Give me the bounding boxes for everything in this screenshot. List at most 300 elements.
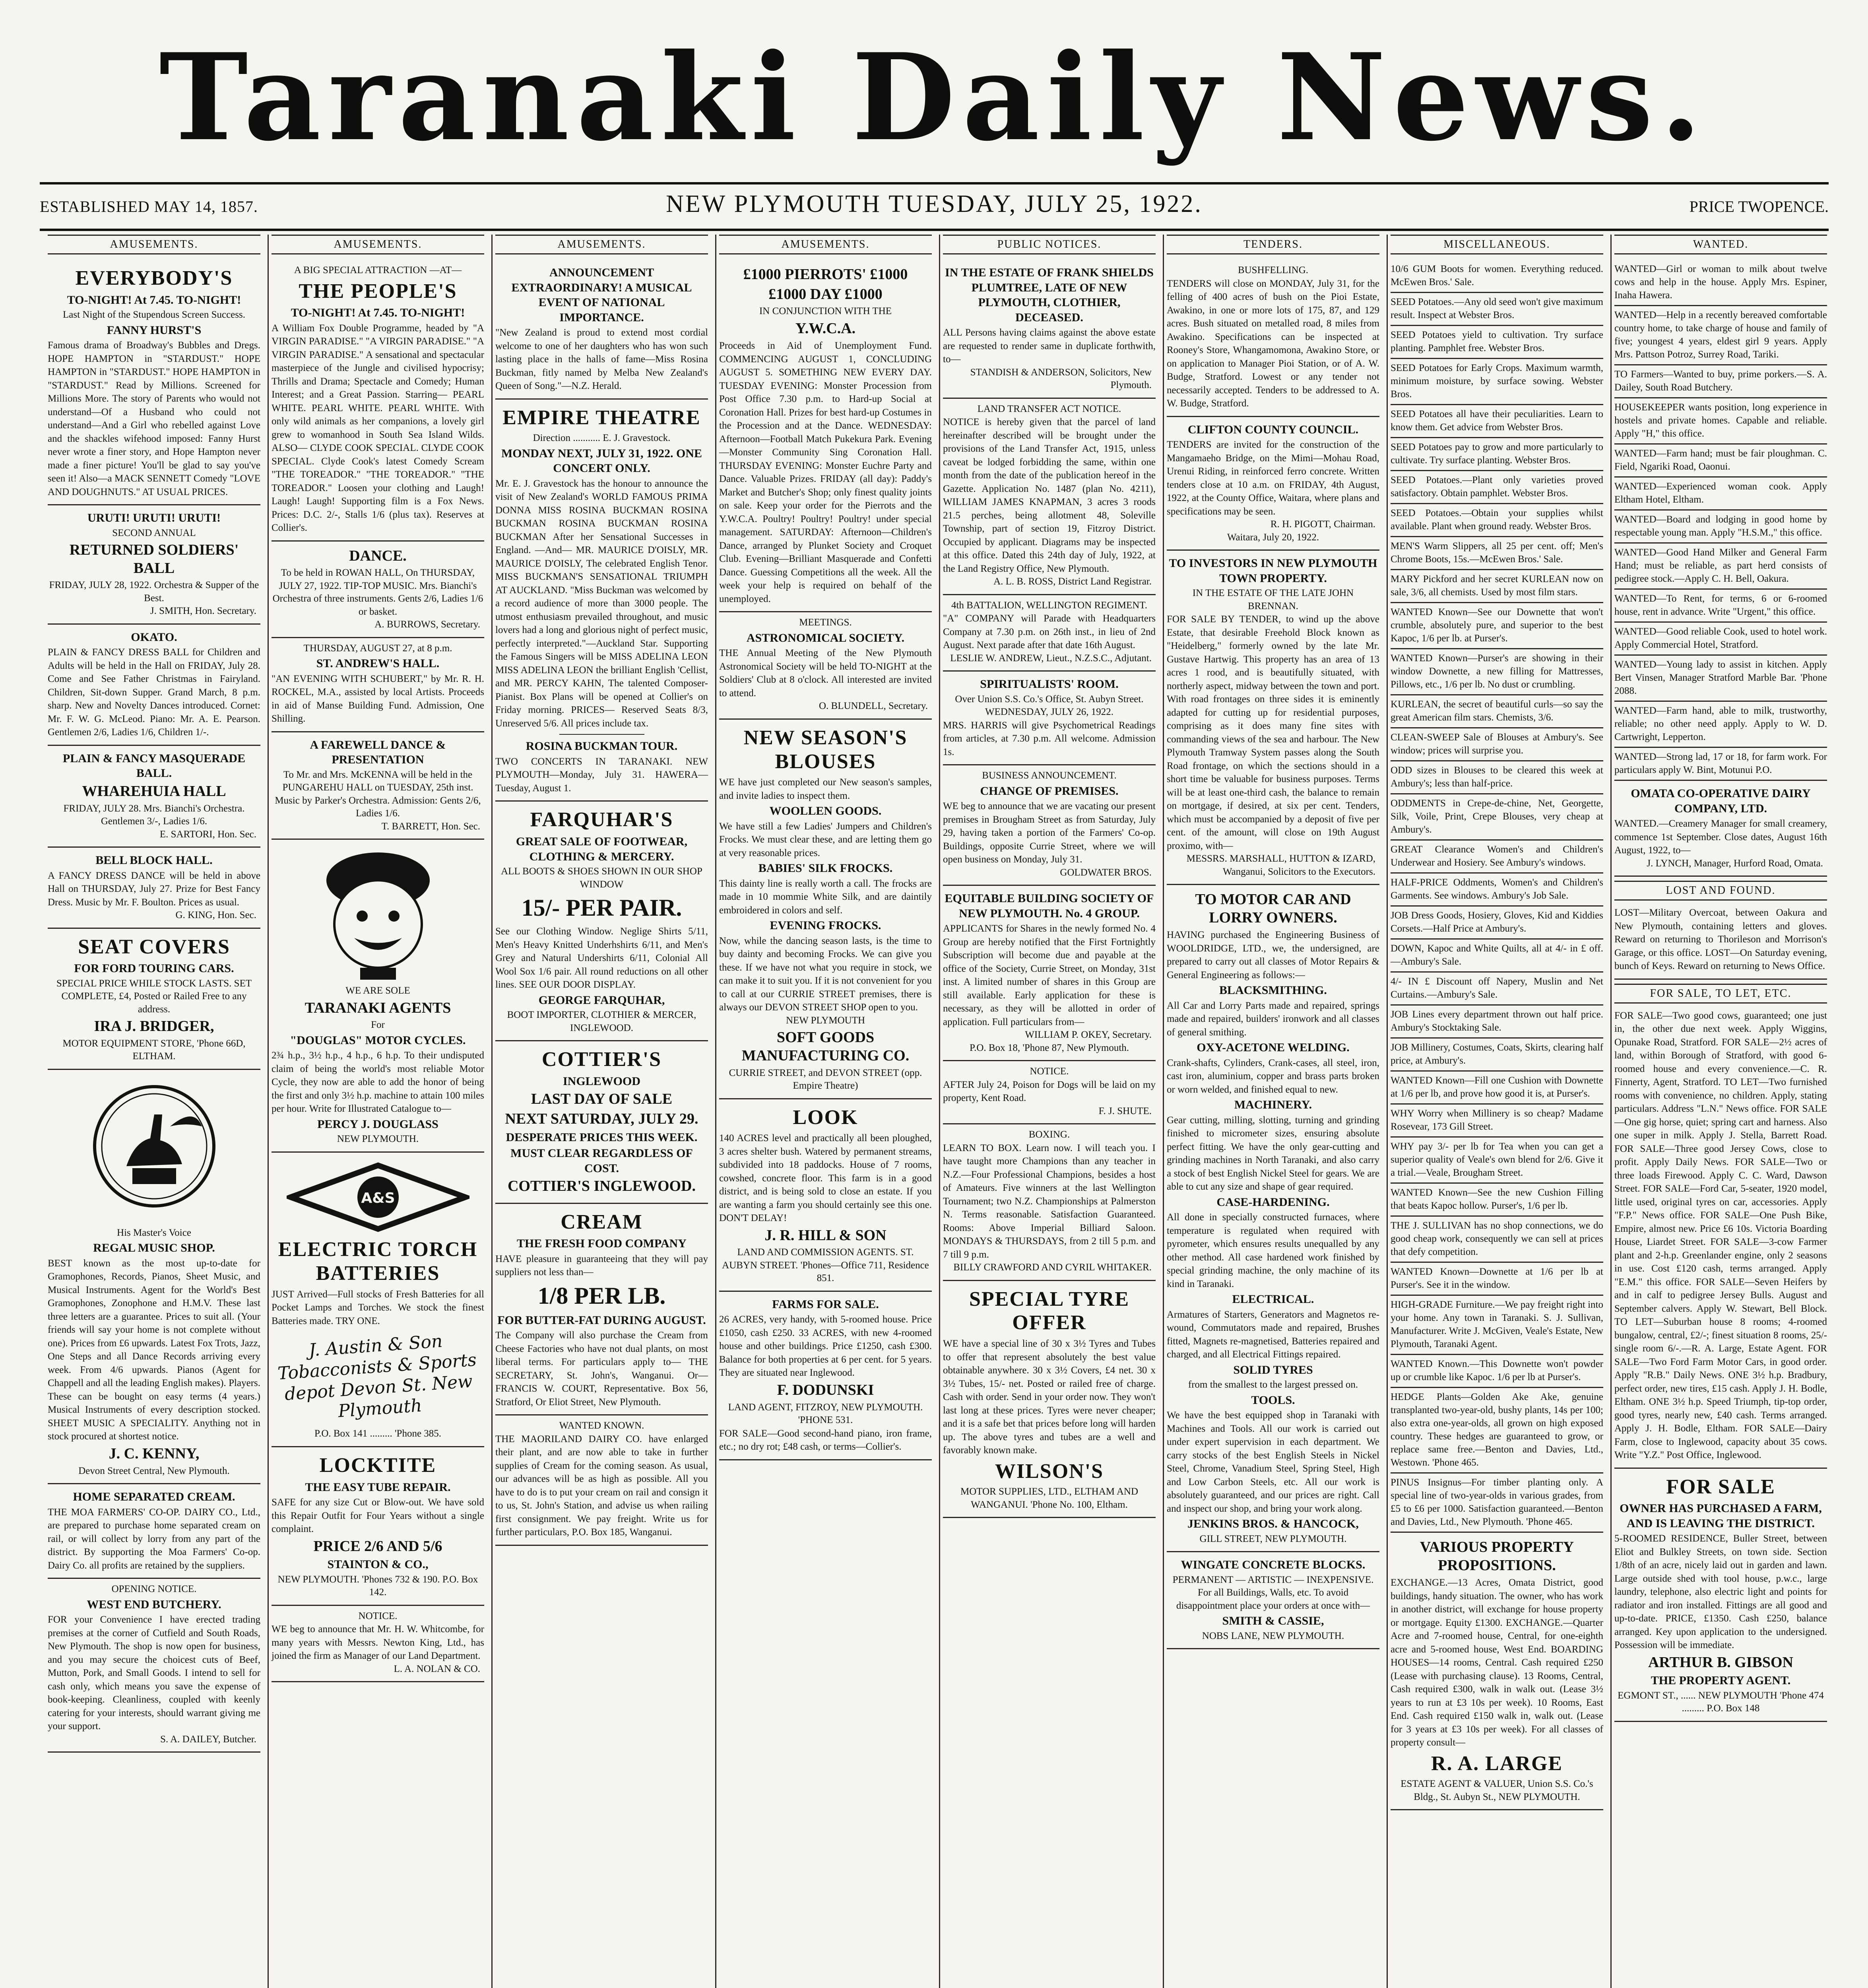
- ad-sub: OWNER HAS PURCHASED A FARM, AND IS LEAVING THE DISTRICT.: [1620, 1502, 1822, 1530]
- ad-body: Now, while the dancing season lasts, is the time to buy dainty and becoming Frocks. We can give you these. If we have not what you require in stock, we can make it to suit you. If it is not convenient for you to call at our CURRIE STREET premises, there is always our DEVON STREET SHOP open to you.: [719, 935, 932, 1013]
- ad-title: ASTRONOMICAL SOCIETY.: [746, 631, 905, 645]
- ad-line: URUTI! URUTI! URUTI!: [87, 511, 221, 525]
- austin-signature: J. Austin & Son Tobacconists & Sports depot Devon St. New Plymouth: [277, 1331, 477, 1422]
- ad-address: P.O. Box 18, 'Phone 87, New Plymouth.: [969, 1042, 1129, 1053]
- ad-body: HAVING purchased the Engineering Business of WOOLDRIDGE, LTD., we, the undersigned, are prepared to carry out all classes of Motor Repairs & General Engineering as follows:—: [1167, 930, 1379, 980]
- regal-music-ad: [48, 1070, 260, 1484]
- ad-body: THE MOA FARMERS' CO-OP. DAIRY CO., Ltd., are prepared to purchase home separated cream on rail, or will collect by lorry from any part of the district. By supporting the Moa Farmers' Co-op. Dairy Co. all profits are retained by the suppliers.: [48, 1507, 260, 1571]
- ad-line: A BIG SPECIAL ATTRACTION —AT—: [294, 265, 462, 276]
- ad-sub: MACHINERY.: [1234, 1098, 1312, 1112]
- ad-body: Mr. E. J. Gravestock has the honour to announce the visit of New Zealand's WORLD FAMOUS PRIMA DONNA MISS ROSINA BUCKMAN ROSINA BUCKMAN ROSINA BUCKMAN ROSINA BUCKMAN After her Sensational Successes in England. —And— MR. MAURICE D'OISLY, MR. MAURICE D'OISLY, The celebrated English Tenor. MISS BUCKMAN'S SENSATIONAL TRIUMPH AT AUCKLAND. "Miss Buckman was welcomed by a record audience of more than 3000 people. The utmost enthusiasm prevailed throughout, and music lovers had a long and glorious night of perfect music, perfectly interpreted."—Auckland Star. Supporting the Famous Singers will be MISS ADELINA LEON MISS ADELINA LEON the brilliant English 'Cellist, and MR. PERCY KAHN, The talented Composer-Pianist. Box Plans will be opened at Collier's on Friday morning. PRICES— Reserved Seats 8/3, Unreserved 5/6. All prices include tax.: [495, 478, 708, 729]
- ad-signature: R. H. PIGOTT, Chairman.: [1270, 519, 1375, 530]
- ad-body: All done in specially constructed furnaces, where temperature is regulated when required with pyrometer, which ensures results unequalled by any other method. All case hardened work finished by special grinding machine, the only machine of its kind in Taranaki.: [1167, 1212, 1379, 1289]
- ad-body: Proceeds in Aid of Unemployment Fund. COMMENCING AUGUST 1, CONCLUDING AUGUST 5. SOMETHING NEW EVERY DAY. TUESDAY EVENING: Monster Procession from Post Office 7.30 p.m. to Hard-up Social at Coronation Hall. Prizes for best hard-up Costumes in the Procession and at the Dance. WEDNESDAY: Afternoon—Football Match Pukekura Park. Evening—Monster Community Sing Coronation Hall. THURSDAY EVENING: Monster Euchre Party and Dance. Valuable Prizes. FRIDAY (all day): Paddy's Market and Butcher's Shop; only finest quality joints on sale. Keep your order for the Pierrots and the Y.W.C.A. Poultry! Poultry! Poultry! under special management. SATURDAY: Afternoon—Children's Dance, arranged by Plunket Society and Croquet Club. Evening—Brilliant Masquerade and Confetti Dance. Guessing Competitions all the week. All the week your help is required on behalf of the unemployed.: [719, 340, 932, 604]
- ad-address: P.O. Box 141 ......... 'Phone 385.: [314, 1428, 442, 1439]
- ad-sub: THE EASY TUBE REPAIR.: [305, 1480, 451, 1494]
- ad-heading: NOTICE.: [358, 1610, 398, 1621]
- hmv-label: His Master's Voice: [117, 1227, 191, 1238]
- ad-signature: WILLIAM P. OKEY, Secretary.: [1025, 1029, 1152, 1040]
- ad-body: SAFE for any size Cut or Blow-out. We have sold this Repair Outfit for Four Years without a single complaint.: [272, 1497, 484, 1535]
- ad-price: PRICE 2/6 AND 5/6: [313, 1538, 442, 1555]
- ad-address: MOTOR EQUIPMENT STORE, 'Phone 66D, ELTHAM.: [62, 1038, 246, 1062]
- announcement-ad: [495, 260, 708, 400]
- ad-line: THURSDAY, AUGUST 27, at 8 p.m.: [303, 643, 452, 654]
- ad-price: 15/- PER PAIR.: [521, 895, 682, 921]
- land-transfer-notice: [943, 399, 1156, 595]
- ad-body: NOTICE is hereby given that the parcel of land hereinafter described will be brought under the provisions of the Land Transfer Act, 1915, unless caveat be lodged forbidding the same, within one month from the date of the publication hereof in the Gazette. Application No. 1487 (plan No. 4211), WILLIAM JAMES KNAPMAN, 3 acres 3 roods 21.5 perches, being allotment 48, Soleville Township, part of section 19, Fitzroy District. Occupied by applicant. Diagrams may be inspected at this office. Dated this 24th day of July, 1922, at the Land Registry Office, New Plymouth.: [943, 417, 1156, 574]
- classified-item: CLEAN-SWEEP Sale of Blouses at Ambury's. See window; prices will surprise you.: [1391, 728, 1603, 761]
- ad-heading: CLIFTON COUNTY COUNCIL.: [1187, 423, 1359, 436]
- ad-title: TARANAKI AGENTS: [305, 999, 451, 1016]
- ad-line: IN CONJUNCTION WITH THE: [759, 306, 892, 317]
- ad-address: GILL STREET, NEW PLYMOUTH.: [1199, 1533, 1347, 1544]
- ad-body: For all Buildings, Walls, etc. To avoid disappointment place your orders at once with—: [1176, 1587, 1370, 1611]
- ad-signature: F. J. SHUTE.: [1098, 1105, 1152, 1116]
- ad-body: FRIDAY, JULY 28. Mrs. Bianchi's Orchestra. Gentlemen 3/-, Ladies 1/6.: [63, 803, 245, 827]
- classified-item: SEED Potatoes for Early Crops. Maximum warmth, minimum moisture, by surface sowing. Webster Bros.: [1391, 359, 1603, 405]
- cottiers-ad: [495, 1041, 708, 1204]
- ad-heading: BUSHFELLING.: [1238, 265, 1309, 276]
- jenkins-engineering-ad: [1167, 885, 1379, 1552]
- masthead: [40, 14, 1828, 181]
- ad-signature: J. SMITH, Hon. Secretary.: [150, 606, 256, 617]
- lost-found-section: [1614, 877, 1827, 980]
- ad-body: WE have a special line of 30 x 3½ Tyres and Tubes to offer that represent absolutely the best value obtainable anywhere. 30 x 3½ Covers, £4 net. 30 x 3½ Tubes, 15/- net. Posted or railed free of charge. Cash with order. Send in your order now. They won't last long at these prices. Tyres were never cheaper; and it is a safe bet that prices before long will harden up. The above tyres and tubes are a well and favorably known make.: [943, 1338, 1156, 1456]
- ad-address: NEW PLYMOUTH. 'Phones 732 & 190. P.O. Box 142.: [277, 1574, 478, 1598]
- ad-org: Y.W.C.A.: [795, 320, 856, 337]
- column-heading: AMUSEMENTS.: [48, 235, 260, 254]
- ad-address: NEW PLYMOUTH.: [337, 1134, 419, 1145]
- locktite-ad: [272, 1447, 484, 1606]
- column-5: [939, 235, 1160, 1988]
- classified-item: WANTED—Farm hand; must be fair ploughman. C. Field, Ngariki Road, Oaonui.: [1614, 445, 1827, 478]
- ad-body: Armatures of Starters, Generators and Magnetos re-wound, Commutators made and repaired, Brushes fitted, Magnets re-magnetised, Batteries repaired and charged, and all Electrical Fittings repaired.: [1167, 1309, 1379, 1360]
- column-6: [1163, 235, 1383, 1988]
- ad-signature: L. A. NOLAN & CO.: [394, 1663, 480, 1674]
- column-2: [268, 235, 488, 1988]
- column-heading: PUBLIC NOTICES.: [943, 235, 1156, 254]
- masthead-rule-top: [40, 182, 1829, 184]
- ad-body: THE Annual Meeting of the New Plymouth Astronomical Society will be held TO-NIGHT at the Soldiers' Club at 8 o'clock. All interested are invited to attend.: [719, 648, 932, 699]
- tyre-offer-ad: [943, 1281, 1156, 1518]
- ad-title: ST. ANDREW'S HALL.: [316, 657, 440, 670]
- classified-item: ODD sizes in Blouses to be cleared this week at Ambury's; less than half-price.: [1391, 761, 1603, 794]
- ad-body: MRS. HARRIS will give Psychometrical Readings from articles, at 7.30 p.m. All welcome. Admission 1s.: [943, 720, 1156, 757]
- ad-body: LOST—Military Overcoat, between Oakura and New Plymouth, containing letters and gloves. Reward on returning to Thorileson and Morrison's Garage, or this office. LOST—On Saturday evening, bunch of Keys. Reward on returning to News Office.: [1614, 907, 1827, 971]
- ad-signature: E. SARTORI, Hon. Sec.: [159, 829, 256, 840]
- divider: [559, 734, 644, 735]
- ad-heading: REGAL MUSIC SHOP.: [93, 1241, 215, 1255]
- ad-signature: G. KING, Hon. Sec.: [175, 910, 256, 921]
- ad-signature: A. L. B. ROSS, District Land Registrar.: [993, 576, 1152, 587]
- ad-signature: O. BLUNDELL, Secretary.: [819, 701, 928, 712]
- rowan-hall-dance-ad: [272, 542, 484, 638]
- ad-signature: J. LYNCH, Manager, Hurford Road, Omata.: [1647, 858, 1823, 869]
- ad-name: JENKINS BROS. & HANCOCK,: [1187, 1517, 1359, 1531]
- ad-body: This dainty line is really worth a call. The frocks are made in 10 mommie White Silk, and are daintily embroidered in colors and self.: [719, 878, 932, 916]
- column-heading: AMUSEMENTS.: [719, 235, 932, 254]
- issue-price: PRICE TWOPENCE.: [1689, 198, 1829, 215]
- ad-body: WE beg to announce that Mr. H. W. Whitcombe, for many years with Messrs. Newton King, Ltd., has joined the firm as Manager of our Land Department.: [272, 1624, 484, 1662]
- section-heading: FOR SALE, TO LET, ETC.: [1614, 984, 1827, 1004]
- classified-item: WHY Worry when Millinery is so cheap? Madame Rosevear, 173 Gill Street.: [1391, 1105, 1603, 1138]
- ad-heading: WINGATE CONCRETE BLOCKS.: [1181, 1558, 1366, 1572]
- ad-address: LAND AGENT, FITZROY, NEW PLYMOUTH. 'PHONE 531.: [728, 1402, 923, 1426]
- ad-body: APPLICANTS for Shares in the newly formed No. 4 Group are hereby notified that the First Fortnightly Subscription will become due and payable at the office of the Society, Currie Street, on Monday, 31st inst. A limited number of shares in this Group are still available. Early application for these is necessary, as they will be allotted in order of application. Full particulars from—: [943, 923, 1156, 1027]
- classified-item: WANTED—Farm hand, able to milk, trustworthy, reliable; no other need apply. Apply to W. D. Cartwright, Lepperton.: [1614, 702, 1827, 748]
- ad-signature: A. BURROWS, Secretary.: [374, 619, 480, 630]
- ad-address: LAND AND COMMISSION AGENTS. ST. AUBYN STREET. 'Phones—Office 711, Residence 851.: [722, 1247, 929, 1284]
- ad-body: 140 ACRES level and practically all been ploughed, 3 acres shelter bush. Watered by permanent streams, subdivided into 18 paddocks. House of 7 rooms, cowshed, concrete floor. This farm is in a good district, and is being sold to close an estate. If you are wanting a farm you should certainly see this one. DON'T DELAY!: [719, 1133, 932, 1224]
- ad-title: OMATA CO-OPERATIVE DAIRY COMPANY, LTD.: [1631, 787, 1811, 815]
- ad-name: WILSON'S: [995, 1460, 1104, 1483]
- classified-item: SEED Potatoes.—Any old seed won't give maximum result. Inspect at Webster Bros.: [1391, 293, 1603, 326]
- ad-body: SPECIAL PRICE WHILE STOCK LASTS. SET COMPLETE, £4, Posted or Railed Free to any address.: [56, 978, 252, 1015]
- ad-sub: SOLID TYRES: [1233, 1363, 1313, 1376]
- schubert-evening-ad: [272, 638, 484, 732]
- ad-body: 26 ACRES, very handy, with 5-roomed house. Price £1050, cash £250. 33 ACRES, with new 4-roomed house and other buildings. Price £1250, cash £300. Balance for both properties at 6 per cent. for 5 years. They are situated near Inglewood.: [719, 1314, 932, 1378]
- ad-signature: BILLY CRAWFORD AND CYRIL WHITAKER.: [953, 1262, 1152, 1273]
- ad-title: COTTIER'S: [541, 1048, 662, 1071]
- ad-line: WEDNESDAY, JULY 26, 1922.: [985, 707, 1113, 717]
- ad-sub: OXY-ACETONE WELDING.: [1197, 1041, 1350, 1054]
- ad-sub: EVENING FROCKS.: [770, 919, 881, 932]
- seat-covers-ad: [48, 929, 260, 1070]
- classified-item: GREAT Clearance Women's and Children's Underwear and Hosiery. See Ambury's windows.: [1391, 841, 1603, 874]
- column-heading: AMUSEMENTS.: [495, 235, 708, 254]
- miscellaneous-list: [1391, 260, 1603, 1533]
- douglas-motorcycles-ad: [272, 840, 484, 1153]
- classified-item: HEDGE Plants—Golden Ake Ake, genuine transplanted two-year-old, bushy plants, 14s per 100; also extra one-year-olds, all grown on high exposed country. These hedges are guaranteed to grow, or replace same free.—Benton and Davies, Ltd., Westown. 'Phone 465.: [1391, 1388, 1603, 1474]
- ad-title: THE PEOPLE'S: [299, 280, 457, 303]
- boxing-notice: [943, 1124, 1156, 1281]
- column-heading: TENDERS.: [1167, 235, 1379, 254]
- classified-item: JOB Millinery, Costumes, Coats, Skirts, clearing half price, at Ambury's.: [1391, 1039, 1603, 1072]
- ad-line: For: [371, 1019, 385, 1031]
- ad-address: BOOT IMPORTER, CLOTHIER & MERCER, INGLEWOOD.: [507, 1010, 696, 1033]
- ad-sub: FOR FORD TOURING CARS.: [74, 962, 234, 975]
- column-7: [1387, 235, 1607, 1988]
- ad-address: EGMONT ST., ...... NEW PLYMOUTH 'Phone 474 ......... P.O. Box 148: [1618, 1690, 1824, 1714]
- ad-line: TO-NIGHT! At 7.45. TO-NIGHT!: [67, 293, 241, 307]
- ad-line: FANNY HURST'S: [107, 323, 202, 337]
- classified-item: WANTED—Strong lad, 17 or 18, for farm work. For particulars apply W. Bint, Motunui P.O.: [1614, 748, 1827, 781]
- ad-body: FOR your Convenience I have erected trading premises at the corner of Cutfield and South Roads, New Plymouth. The shop is now open for business, and you may secure the choicest cuts of Beef, Mutton, Pork, and Small Goods. I intend to sell for cash only, which means you save the expense of book-keeping. Cleanliness, coupled with keenly catering for your interests, should warrant giving me your support.: [48, 1614, 260, 1732]
- ad-heading: LAND TRANSFER ACT NOTICE.: [977, 403, 1121, 414]
- pierrots-day-ad: [719, 260, 932, 612]
- ad-title: DANCE.: [349, 547, 407, 564]
- column-heading: AMUSEMENTS.: [272, 235, 484, 254]
- as-diamond-logo: [272, 1161, 484, 1233]
- ad-name: R. A. LARGE: [1431, 1752, 1563, 1775]
- ad-title: NEW SEASON'S BLOUSES: [743, 726, 908, 773]
- fresh-food-cream-ad: [495, 1204, 708, 1416]
- classified-item: PINUS Insignus—For timber planting only. A special line of two-year-olds in various grades, from £5 to £6 per 1000. Satisfaction guaranteed.—Benton and Davies, Ltd., New Plymouth. 'Phone 465.: [1391, 1474, 1603, 1533]
- ad-body: A FANCY DRESS DANCE will be held in above Hall on THURSDAY, July 27. Prize for Best Fancy Dress. Music by Mr. F. Boulton. Prices as usual.: [48, 870, 260, 908]
- ad-body: PLAIN & FANCY DRESS BALL for Children and Adults will be held in the Hall on FRIDAY, July 28. Come and See Father Christmas in Fairyland. Children, Sit-down Supper. Grand March, 8 p.m. sharp. New and Novelty Dances introduced. Cornet: Mr. F. W. G. McLeod. Piano: Mr. A. E. Pearson. Gentlemen 2/6, Ladies 1/6, Children 1/-.: [48, 647, 260, 738]
- classified-item: TO Farmers—Wanted to buy, prime porkers.—S. A. Dailey, South Road Butchery.: [1614, 365, 1827, 398]
- dog-poison-notice: [943, 1061, 1156, 1124]
- bushfelling-tender: [1167, 260, 1379, 417]
- ad-heading: OPENING NOTICE.: [111, 1584, 197, 1595]
- ad-body: ALL Persons having claims against the above estate are requested to render same in duplicate forthwith, to—: [943, 327, 1156, 365]
- various-property-ad: [1391, 1533, 1603, 1810]
- ad-title: £1000 PIERROTS' £1000: [743, 266, 908, 283]
- ad-body: AFTER July 24, Poison for Dogs will be laid on my property, Kent Road.: [943, 1079, 1156, 1103]
- ad-sub: INGLEWOOD: [563, 1074, 641, 1088]
- ad-title: WEST END BUTCHERY.: [87, 1598, 221, 1611]
- ad-body: To Mr. and Mrs. McKENNA will be held in the PUNGAREHU HALL on TUESDAY, 25th inst. Music by Parker's Orchestra. Admission: Gents 2/6, Ladies 1/6.: [275, 769, 481, 819]
- ad-sub: CHANGE OF PREMISES.: [980, 784, 1119, 798]
- classified-item: HIGH-GRADE Furniture.—We pay freight right into your home. Any town in Taranaki. S. J. Sullivan, Manufacturer. Write J. McGiven, Veale's Estate, New Plymouth, Taranaki Agent.: [1391, 1296, 1603, 1355]
- classified-item: THE J. SULLIVAN has no shop connections, we do good cheap work, consequently we can sell at prices that defy competition.: [1391, 1217, 1603, 1263]
- ad-title: RETURNED SOLDIERS' BALL: [69, 542, 239, 577]
- classified-item: SEED Potatoes pay to grow and more particularly to cultivate. Try surface planting. Webster Bros.: [1391, 438, 1603, 471]
- classified-item: SEED Potatoes all have their peculiarities. Learn to know them. Get advice from Webster Bros.: [1391, 405, 1603, 438]
- nolan-notice-ad: [272, 1606, 484, 1683]
- masthead-rule-bottom: [40, 229, 1829, 231]
- issue-date: NEW PLYMOUTH TUESDAY, JULY 25, 1922.: [666, 190, 1203, 217]
- classified-item: SEED Potatoes.—Obtain your supplies whilst available. Plant when ground ready. Webster Bros.: [1391, 504, 1603, 537]
- classified-item: MEN'S Warm Slippers, all 25 per cent. off; Men's Chrome Boots, 15s.—McEwen Bros.' Sale.: [1391, 537, 1603, 570]
- ad-name: J. C. KENNY,: [109, 1445, 200, 1462]
- classified-item: HOUSEKEEPER wants position, long experience in hostels and private homes. Capable and reliable. Apply "H," this office.: [1614, 398, 1827, 445]
- classified-item: ODDMENTS in Crepe-de-chine, Net, Georgette, Silk, Voile, Print, Crepe Blouses, very cheap at Ambury's.: [1391, 794, 1603, 841]
- column-3: [491, 235, 712, 1988]
- classified-item: WHY pay 3/- per lb for Tea when you can get a superior quality of Veale's own blend for 2/6. Give it a trial.—Veale, Brougham Street.: [1391, 1138, 1603, 1184]
- classified-item: WANTED—Young lady to assist in kitchen. Apply Bert Vinsen, Manager Stratford Marble Bar. 'Phone 2088.: [1614, 656, 1827, 702]
- electric-torch-ad: [272, 1153, 484, 1447]
- ad-signature: GOLDWATER BROS.: [1060, 867, 1152, 878]
- clifton-council-tender: [1167, 417, 1379, 551]
- for-sale-section: [1614, 980, 1827, 1469]
- ad-address: Waitara, July 20, 1922.: [1227, 532, 1319, 543]
- ad-title: SEAT COVERS: [78, 935, 230, 958]
- classified-item: WANTED—Good reliable Cook, used to hotel work. Apply Commercial Hotel, Stratford.: [1614, 623, 1827, 656]
- ad-title: CREAM: [561, 1210, 643, 1233]
- everybodys-ad: [48, 260, 260, 505]
- peoples-theatre-ad: [272, 260, 484, 542]
- moa-dairy-ad: [48, 1484, 260, 1579]
- dateline: [40, 190, 1829, 226]
- classified-item: SEED Potatoes.—Plant only varieties proved satisfactory. Obtain pamphlet. Webster Bros.: [1391, 471, 1603, 504]
- ad-body: LEARN TO BOX. Learn now. I will teach you. I have taught more Champions than any teacher in N.Z.—Four Professional Champions, besides a host of Amateurs. Five winners at the last Wellington Tournament; two N.Z. Championships at Palmerston N. Terms reasonable. Satisfaction Guaranteed. Rooms: Above Imperial Billiard Saloon. MONDAYS & THURSDAYS, from 2 till 5 p.m. and 7 till 9 p.m.: [943, 1142, 1156, 1260]
- ad-signature: LESLIE W. ANDREW, Lieut., N.Z.S.C., Adjutant.: [950, 652, 1152, 664]
- ad-address: Devon Street Central, New Plymouth.: [78, 1465, 230, 1476]
- ad-line: WE ARE SOLE: [345, 985, 410, 996]
- ad-title: ELECTRIC TORCH BATTERIES: [278, 1238, 478, 1285]
- classified-item: WANTED Known.—This Downette won't powder up or crumble like Kapoc. 1/6 per lb at Purser's.: [1391, 1355, 1603, 1388]
- ad-title: SPECIAL TYRE OFFER: [969, 1287, 1130, 1334]
- classified-item: 4/- IN £ Discount off Napery, Muslin and Net Curtains.—Ambury's Sale.: [1391, 973, 1603, 1006]
- ad-body: HAVE pleasure in guaranteeing that they will pay suppliers not less than—: [495, 1253, 708, 1278]
- farms-for-sale-ad: [719, 1292, 932, 1460]
- ad-sub: BABIES' SILK FROCKS.: [758, 862, 893, 875]
- ad-name: SMITH & CASSIE,: [1222, 1614, 1324, 1628]
- ad-body: We have the best equipped shop in Taranaki with Machines and Tools. All our work is carried out under expert supervision in each department. We carry stocks of the best English Steels in Nickel Steel, Chrome, Vanadium Steel, Spring Steel, High and Low Carbon Steels, etc. All our work is absolutely guaranteed, and our prices are right. Call and inspect our shop, and bring your work along.: [1167, 1410, 1379, 1514]
- equitable-society-notice: [943, 886, 1156, 1061]
- ad-title: FARQUHAR'S: [530, 808, 673, 831]
- ad-heading: ROSINA BUCKMAN TOUR.: [526, 740, 678, 753]
- ad-sub: IN THE ESTATE OF THE LATE JOHN BRENNAN.: [1192, 588, 1354, 612]
- ad-name: J. R. HILL & SON: [764, 1227, 886, 1244]
- wharehuia-ad: [48, 746, 260, 848]
- ad-heading: FARMS FOR SALE.: [772, 1297, 879, 1311]
- ad-heading: TO INVESTORS IN NEW PLYMOUTH TOWN PROPERTY.: [1169, 557, 1377, 585]
- ad-name: IRA J. BRIDGER,: [94, 1018, 214, 1035]
- ad-body: FOR SALE—Two good cows, guaranteed; one just in, the other due next week. Apply Wiggins, Opunake Road, Stratford. FOR SALE—2½ acres of land, within Borough of Stratford, with good 6-roomed house and every convenience.—C. R. Finnerty, Agent, Stratford. TO LET—Two furnished rooms with convenience, no children. Apply, stating particulars. Address "L.N." News office. FOR SALE—One gig horse, quiet; spring cart and harness. Also one super in milk. Apply J. Stella, Barrett Road. FOR SALE—Three good Jersey Cows, close to profit. Apply Daily News. FOR SALE—Two or three loads Firewood. Apply C. C. Ward, Dawson Street. FOR SALE—Ford Car, 5-seater, 1920 model, little used, original tyres on car, accessories. Apply "F.P." News office. FOR SALE—One Push Bike, Empire, almost new. Price £6 10s. Victoria Boarding House, Liardet Street. FOR SALE—3-cow Farmer plant and 2-h.p. Greenlander engine, only 2 seasons in use. Cost £120 cash, terms arranged. Apply "E.M." this office. FOR SALE—Seven Heifers by and in calf to pedigree Jersey Bulls. August and September calvers. Apply W. Stewart, Bell Block. TO LET—Suburban house 8 rooms; 4-roomed bungalow, central, £2/-; finest situation 8 rooms, 25/- single room 6/-.—R. A. Large, Estate Agent. FOR SALE—Two Ford Farm Motor Cars, in good order. Apply "R.B." Daily News. ONE 3½ h.p. Bradbury, perfect order, new tires, £15 cash. Apply J. H. Bodle, Eltham. ONE 3½ h.p. Speed Triumph, tip-top order, good tyres, nearly new, £40 cash. Terms arranged. Apply J. H. Bodle, Eltham. FOR SALE—Dairy Farm, close to Inglewood, capacity about 35 cows. Write "Y.Z." Post Office, Inglewood.: [1614, 1010, 1827, 1460]
- wingate-blocks-ad: [1167, 1552, 1379, 1649]
- ad-signature: S. A. DAILEY, Butcher.: [160, 1734, 256, 1745]
- ad-heading: EQUITABLE BUILDING SOCIETY OF NEW PLYMOUTH. No. 4 GROUP.: [945, 892, 1154, 920]
- ad-address: MOTOR SUPPLIES, LTD., ELTHAM AND WANGANUI. 'Phone No. 100, Eltham.: [960, 1486, 1139, 1510]
- ad-name: SOFT GOODS MANUFACTURING CO.: [741, 1029, 910, 1064]
- ad-sub: GREAT SALE OF FOOTWEAR, CLOTHING & MERCERY.: [516, 835, 688, 863]
- ad-body: BEST known as the most up-to-date for Gramophones, Records, Pianos, Sheet Music, and Musical Instruments. Agent for the World's Best Gramophones, Zonophone and H.M.V. These last three letters are a guarantee. Prices to suit all. (Your friends will say your home is not complete without one). Prices from £6 upwards. Latest Fox Trots, Jazz, One Steps and all Dance Records arriving every week. From 4/6 upwards. Pianos (Agent for Chappell and all the leading English makes). Players. These can be bought on easy terms (4 years.) Musical Instruments of every description stocked. SHEET MUSIC A SPECIALITY. Anything not in stock procured at shortest notice.: [48, 1258, 260, 1442]
- ad-title: LOCKTITE: [319, 1454, 436, 1477]
- ad-title: EMPIRE THEATRE: [502, 406, 701, 429]
- classified-item: WANTED Known—Fill one Cushion with Downette at 1/6 per lb, and prove how good it is, at Purser's.: [1391, 1072, 1603, 1105]
- ad-signature: T. BARRETT, Hon. Sec.: [381, 821, 480, 832]
- ad-body: We have still a few Ladies' Jumpers and Children's Frocks. We must clear these, and are letting them go at very reasonable prices.: [719, 821, 932, 858]
- smiling-boy-illustration: [272, 848, 484, 980]
- omata-dairy-ad: [1614, 781, 1827, 877]
- ad-sub: THE FRESH FOOD COMPANY: [517, 1237, 687, 1250]
- classified-item: WANTED Known—See our Downette that won't crumble, absolutely pure, and superior to the best Kapoc, 1/6 per lb. at Purser's.: [1391, 603, 1603, 649]
- ad-heading: NOTICE.: [1030, 1066, 1069, 1077]
- farquhars-ad: [495, 802, 708, 1041]
- classified-item: WANTED Known—See the new Cushion Filling that beats Kapoc hollow. Purser's, 1/6 per lb.: [1391, 1184, 1603, 1217]
- ad-body: WANTED.—Creamery Manager for small creamery, commence 1st September. Close dates, August 16th August, 1922, to—: [1614, 818, 1827, 856]
- ad-title: A FAREWELL DANCE & PRESENTATION: [310, 738, 446, 767]
- ad-body: JUST Arrived—Full stocks of Fresh Batteries for all Pocket Lamps and Torches. We stock the finest Batteries made. TRY ONE.: [272, 1289, 484, 1326]
- ad-title: TO MOTOR CAR AND LORRY OWNERS.: [1195, 891, 1351, 926]
- ad-line: ALL BOOTS & SHOES SHOWN IN OUR SHOP WINDOW: [501, 866, 702, 890]
- ad-line: MUST CLEAR REGARDLESS OF COST.: [510, 1147, 693, 1175]
- wanted-list: [1614, 260, 1827, 781]
- ad-body: Gear cutting, milling, slotting, turning and grinding finished to micrometer sizes, ensuring absolute perfect fitting. We have the only gear-cutting and grinding machines in North Taranaki, and also carry a stock of best English Nickel Steel for gears. We are able to cut any size and shape of gear required.: [1167, 1114, 1379, 1192]
- ad-sub: ELECTRICAL.: [1232, 1293, 1314, 1306]
- ad-heading: SPIRITUALISTS' ROOM.: [980, 678, 1119, 691]
- ad-heading: HOME SEPARATED CREAM.: [73, 1490, 235, 1504]
- ad-line: DESPERATE PRICES THIS WEEK.: [506, 1130, 698, 1144]
- ad-body: "A" COMPANY will Parade with Headquarters Company at 7.30 p.m. on 26th inst., in lieu of 2nd August. Next parade after that date 16th August.: [943, 613, 1156, 650]
- ad-sub: TOOLS.: [1251, 1393, 1295, 1407]
- masthead-title: Taranaki Daily News.: [159, 27, 1709, 167]
- ad-title: FOR SALE: [1666, 1475, 1775, 1498]
- ad-address: Over Union S.S. Co.'s Office, St. Aubyn Street.: [955, 693, 1144, 705]
- ad-title: ANNOUNCEMENT EXTRAORDINARY! A MUSICAL EVENT OF NATIONAL IMPORTANCE.: [511, 266, 692, 324]
- maoriland-dairy-ad: [495, 1415, 708, 1546]
- ad-name: ARTHUR B. GIBSON: [1648, 1654, 1793, 1671]
- ad-body: "New Zealand is proud to extend most cordial welcome to one of her daughters who has won such lasting place in the halls of fame—Miss Rosina Buckman, fitly named by Melba New Zealand's Queen of Song."—N.Z. Herald.: [495, 327, 708, 391]
- classified-item: 10/6 GUM Boots for women. Everything reduced. McEwen Bros.' Sale.: [1391, 260, 1603, 293]
- ad-signature: PERCY J. DOUGLASS: [317, 1117, 438, 1131]
- ad-sub: THE PROPERTY AGENT.: [1651, 1674, 1791, 1687]
- ad-sub: WOOLLEN GOODS.: [769, 804, 882, 818]
- ad-name: STAINTON & CO.,: [327, 1558, 429, 1571]
- uruti-ball-ad: [48, 505, 260, 625]
- classified-item: WANTED—Board and lodging in good home by respectable young man. Apply "H.S.M.," this office.: [1614, 511, 1827, 544]
- ad-body: All Car and Lorry Parts made and repaired, springs made and repaired, builders' ironwork and all classes of general smithing.: [1167, 1000, 1379, 1038]
- ad-sub: CASE-HARDENING.: [1216, 1195, 1330, 1209]
- ad-name: "DOUGLAS" MOTOR CYCLES.: [290, 1033, 466, 1047]
- look-farm-ad: [719, 1099, 932, 1292]
- classified-item: DOWN, Kapoc and White Quilts, all at 4/- in £ off.—Ambury's Sale.: [1391, 940, 1603, 973]
- ad-body: "AN EVENING WITH SCHUBERT," by Mr. R. H. ROCKEL, M.A., assisted by local Artists. Proceeds in aid of Manse Building Fund. Admission, One Shilling.: [272, 673, 484, 724]
- ad-body: Famous drama of Broadway's Bubbles and Dregs. HOPE HAMPTON in "STARDUST." HOPE HAMPTON in "STARDUST." HOPE HAMPTON in "STARDUST." Read by Millions. Screened for Millions More. The story of Parents who would not understand—Of a Husband who could not understand—And a Girl who rebelled against Love and the shackles wifehood imposed: Fanny Hurst never wrote a finer story, and Hope Hampton never made a finer picture! You'll be glad to say you've seen it! Also—a MACK SENNETT Comedy "LOVE AND DOUGHNUTS." AT USUAL PRICES.: [48, 340, 260, 497]
- classified-item: WANTED—Girl or woman to milk about twelve cows and help in the house. Apply Mrs. Espiner, Inaha Hawera.: [1614, 260, 1827, 306]
- goldwater-notice: [943, 765, 1156, 886]
- ad-body: TWO CONCERTS IN TARANAKI. NEW PLYMOUTH—Monday, July 31. HAWERA—Tuesday, August 1.: [495, 756, 708, 794]
- ad-body: FOR SALE—Good second-hand piano, iron frame, etc.; no dry rot; £48 cash, or terms—Collier's.: [719, 1428, 932, 1452]
- ad-sub: PERMANENT — ARTISTIC — INEXPENSIVE.: [1172, 1574, 1374, 1585]
- ad-line: NEXT SATURDAY, JULY 29.: [505, 1110, 698, 1127]
- ad-address: CURRIE STREET, and DEVON STREET (opp. Empire Theatre): [729, 1067, 922, 1091]
- ad-name: GEORGE FARQUHAR,: [538, 993, 665, 1007]
- ad-body: FRIDAY, JULY 28, 1922. Orchestra & Supper of the Best.: [49, 580, 259, 604]
- ad-line: MONDAY NEXT, JULY 31, 1922. ONE CONCERT ONLY.: [501, 447, 702, 475]
- ad-line: FOR BUTTER-FAT DURING AUGUST.: [497, 1313, 706, 1327]
- ad-address: NOBS LANE, NEW PLYMOUTH.: [1202, 1630, 1344, 1641]
- ad-body: A William Fox Double Programme, headed by "A VIRGIN PARADISE." "A VIRGIN PARADISE." "A VIRGIN PARADISE." A sensational and spectacular masterpiece of the Jungle and civilised hypocrisy; Thrills and Drama; Spectacle and Comedy; Human Interest; and a Great Passion. Starring— PEARL WHITE. PEARL WHITE. PEARL WHITE. With only wild animals as her companions, a lovely girl grew to womanhood in South Sea Island Wilds. ALSO— CLYDE COOK SPECIAL. CLYDE COOK SPECIAL. Clyde Cook's latest Comedy Scream "THE TOREADOR." "THE TOREADOR." "THE TOREADOR." Loosen your clothing and Laugh! Laugh! Laugh! Supporting film is a Fox News. Prices: D.C. 2/-, Stalls 1/6 (plus tax). Reserves at Collier's.: [272, 322, 484, 534]
- classified-item: WANTED—Help in a recently bereaved comfortable country home, to take charge of house and family of five; youngest 4 years, eldest girl 9 years. Apply Mrs. Pattson Potroz, Surrey Road, Tariki.: [1614, 306, 1827, 365]
- ad-heading: MEETINGS.: [799, 617, 852, 628]
- ad-body: See our Clothing Window. Neglige Shirts 5/11, Men's Heavy Knitted Underhshirts 6/11, and Men's Grey and Natural Undershirts 6/11, Colonial All Wool Sox 1/6 pair. All round reductions on all other lines. SEE OUR DOOR DISPLAY.: [495, 926, 708, 990]
- ad-body: FOR SALE BY TENDER, to wind up the above Estate, that desirable Freehold Block known as "Heidelberg," formerly owned by the late Mr. Gustave Hartwig. This property has an area of 13 acres 1 rood, and is beautifully situated, with northerly aspect, midway between the town and port. With road frontages on three sides it is eminently adapted for cutting up for residential purposes, comprising as it does many fine sites with commanding views of the sea and harbour. The New Plymouth Tramway System passes along the South Road frontage, on which the sections should in a short time be valuable for business purposes. Terms will be at least one-third cash, the balance to remain on mortgage, if desired, at six per cent. Tenders, which must be accompanied by a deposit of five per cent. of the amount, will close on 19th August proximo, with—: [1167, 614, 1379, 851]
- column-1: [44, 235, 264, 1988]
- classified-item: KURLEAN, the secret of beautiful curls—so say the great American film stars. Chemists, 3/6.: [1391, 695, 1603, 728]
- ad-heading: 4th BATTALION, WELLINGTON REGIMENT.: [951, 600, 1148, 611]
- ad-body: WE beg to announce that we are vacating our present premises in Brougham Street as from Saturday, July 29, having taken a portion of the Farmers' Co-op. Buildings, opposite Currie Street, where we will open business on Monday, July 31.: [943, 801, 1156, 865]
- ad-body: EXCHANGE.—13 Acres, Omata District, good buildings, handy situation. The owner, who has work in another district, will exchange for house property or mortgage. Equity £1300. EXCHANGE.—Quarter Acre and 7-roomed house, Central, for one-eighth acre and 5-roomed house, West End. BOARDING HOUSES—14 rooms, Central. Cash required £250 (Lease with purchasing clause). 13 Rooms, Central, Cash required £300, walk in walk out. (Lease 3½ years to run at £3 10s per week). 10 Rooms, East End. Cash required £150 walk in, walk out. (Lease for 3 years at £3 10s per week). For all classes of property consult—: [1391, 1577, 1603, 1748]
- okato-ball-ad: [48, 625, 260, 746]
- gibson-property-ad: [1614, 1469, 1827, 1722]
- astronomical-society-ad: [719, 612, 932, 720]
- ad-title: IN THE ESTATE OF FRANK SHIELDS PLUMTREE, LATE OF NEW PLYMOUTH, CLOTHIER, DECEASED.: [945, 266, 1154, 324]
- farewell-dance-ad: [272, 732, 484, 840]
- ad-body: 5-ROOMED RESIDENCE, Buller Street, between Eliot and Bulkley Streets, on town side. Section 1/8th of an acre, nicely laid out in garden and lawn. Large outside shed with tool house, p.w.c., large laundry, telephone, also electric light and points for radiator and iron installed. Fittings are all good and up-to-date. PRICE, £1350. Cash £250, balance arranged. Key upon application to the undersigned. Possession will be immediate.: [1614, 1533, 1827, 1651]
- classified-item: WANTED Known—Purser's are showing in their window Downette, a new filling for Mattresses, Pillows, etc., 1/6 per lb. No dust or crumbling.: [1391, 649, 1603, 695]
- classified-item: WANTED—Experienced woman cook. Apply Eltham Hotel, Eltham.: [1614, 478, 1827, 511]
- ad-body: from the smallest to the largest pressed on.: [1188, 1379, 1358, 1390]
- bell-block-ad: [48, 848, 260, 929]
- ad-body: The Company will also purchase the Cream from Cheese Factories who have not dual plants, on most liberal terms. For particulars apply to— THE SECRETARY, St. John's, Wanganui. Or— FRANCIS W. COURT, Representative. Box 56, Stratford, Or Eliot Street, New Plymouth.: [495, 1330, 708, 1408]
- ad-price: 1/8 PER LB.: [537, 1282, 666, 1309]
- ad-line: NEW PLYMOUTH: [786, 1015, 865, 1026]
- ad-heading: OKATO.: [131, 630, 177, 644]
- battalion-notice: [943, 595, 1156, 672]
- classified-item: HALF-PRICE Oddments, Women's and Children's Garments. See windows. Ambury's Job Sale.: [1391, 874, 1603, 907]
- ad-body: THE MAORILAND DAIRY CO. have enlarged their plant, and are now able to take in further supplies of Cream for the coming season. As usual, our advances will be as high as possible. All you have to do is to put your cream on rail and consign it to us, St. John's Station, and advise us when railing first consignment. We pay freight. Write us for further particulars, P.O. Box 185, Wanganui.: [495, 1433, 708, 1538]
- ad-body: 2¾ h.p., 3½ h.p., 4 h.p., 6 h.p. To their undisputed claim of being the world's most reliable Motor Cycle, they now are able to add the honor of being the first and only 3½ h.p. machine to attain 100 miles per hour. Write for Illustrated Catalogue to—: [272, 1050, 484, 1114]
- column-4: [715, 235, 936, 1988]
- ad-heading: WANTED KNOWN.: [559, 1420, 644, 1431]
- ad-body: Crank-shafts, Cylinders, Crank-cases, all steel, iron, cast iron, aluminium, copper and brass parts broken or worn welded, and finished equal to new.: [1167, 1057, 1379, 1095]
- ad-body: TENDERS are invited for the construction of the Mangamaeho Bridge, on the Mimi—Mohau Road, Urenui Riding, in reinforced ferro concrete. Written tenders close at 10 a.m. on FRIDAY, 4th August, 1922, at the County Office, Waitara, where plans and specifications may be seen.: [1167, 439, 1379, 517]
- ad-name: F. DODUNSKI: [777, 1381, 874, 1398]
- empire-theatre-ad: [495, 400, 708, 802]
- classified-item: JOB Dress Goods, Hosiery, Gloves, Kid and Kiddies Corsets.—Half Price at Ambury's.: [1391, 907, 1603, 940]
- his-masters-voice-logo: [48, 1079, 260, 1222]
- ad-heading: BOXING.: [1028, 1129, 1070, 1140]
- classified-item: WANTED—Good Hand Milker and General Farm Hand; must be reliable, as part herd consists of pedigree stock.—Apply C. H. Bell, Oakura.: [1614, 544, 1827, 590]
- classified-item: WANTED Known—Downette at 1/6 per lb at Purser's. See it in the window.: [1391, 1263, 1603, 1296]
- brennan-estate-tender: [1167, 551, 1379, 885]
- svg-text:A&S: A&S: [361, 1190, 395, 1206]
- blouses-ad: [719, 720, 932, 1099]
- plumtree-estate-notice: [943, 260, 1156, 399]
